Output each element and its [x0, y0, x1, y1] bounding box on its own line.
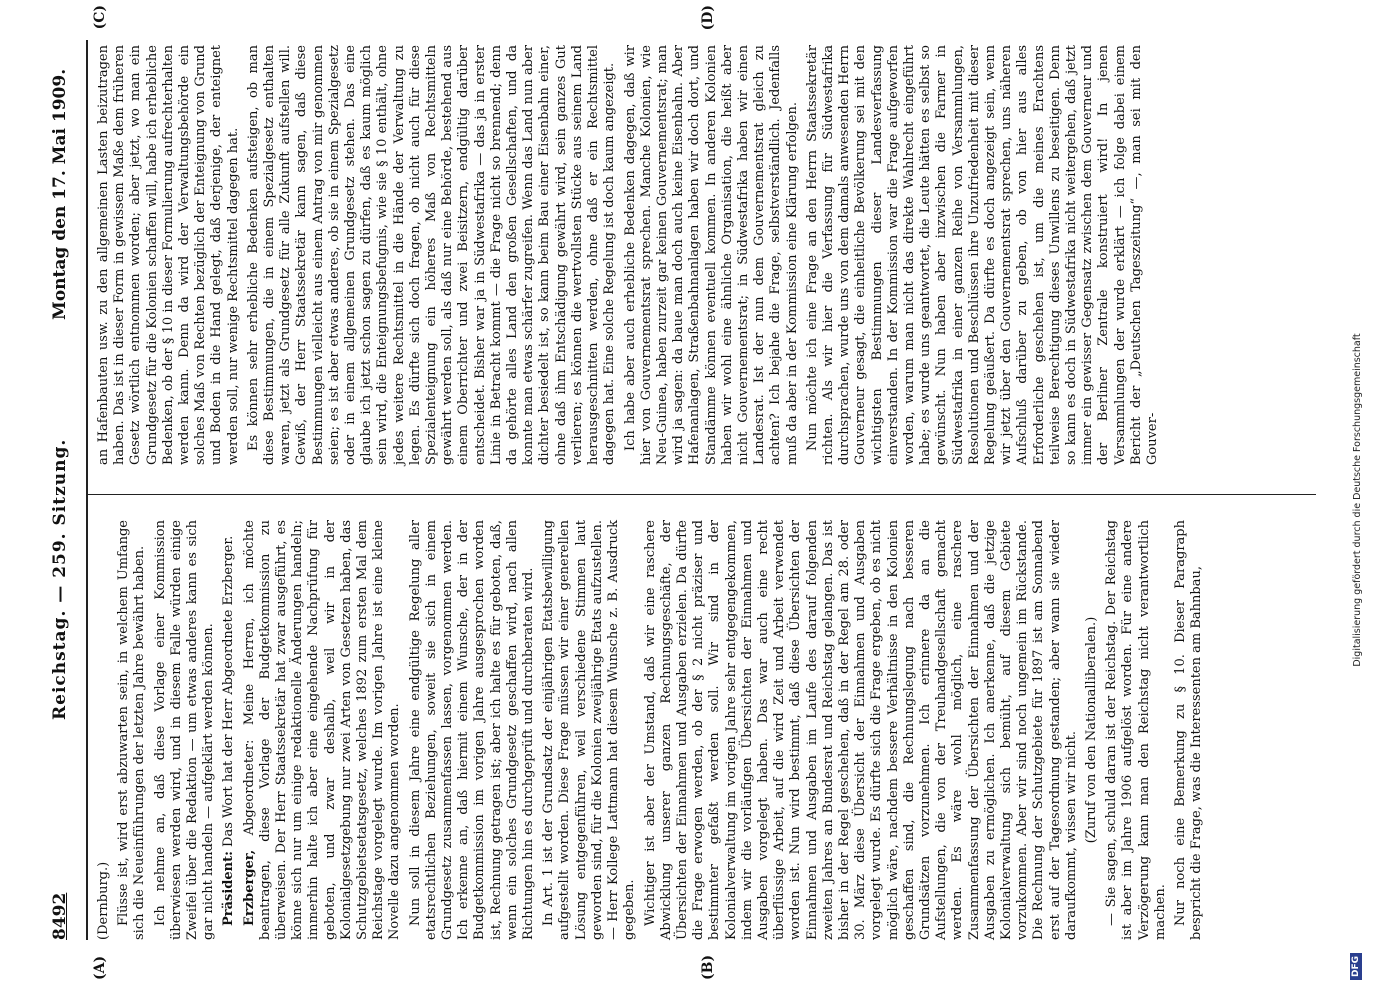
paragraph-text: (Dernburg.) [96, 861, 111, 940]
paragraph-text: Das Wort hat der Herr Abgeordnete Erzberger. [221, 535, 237, 852]
paragraph [1173, 520, 1205, 940]
paragraph [408, 520, 538, 940]
paragraph [153, 520, 218, 940]
paragraph [1104, 520, 1169, 940]
right-text-column [96, 45, 1165, 465]
margin-mark-d: (D) [700, 5, 716, 31]
page-number: 8492 [50, 892, 70, 940]
speaker-name: Präsident: [221, 851, 237, 926]
paragraph-text: Ich habe aber auch erhebliche Bedenken dagegen, daß wir hier von Gouvernementsrat sprechen. Manche Kolonien, wie Neu-Guinea, haben zurzeit gar keinen Gouvernementsrat; man wird ja sagen: da baue man doch auch keine Eisenbahn. Aber Hafenanlagen, Straßenbahnanlagen haben wir doch dort, und Standämme können eventuell kommen. In anderen Kolonien haben wir wohl eine ähnliche Organisation, die heißt aber nicht Gouvernementsrat; in Südwestafrika haben wir einen Landesrat. Ist der nun dem Gouvernementsrat gleich zu achten? Ich bejahe die Frage, selbstverständlich. Jedenfalls muß da aber in der Kommission eine Klärung erfolgen. [622, 45, 800, 465]
paragraph [623, 45, 801, 465]
left-text-column [96, 520, 1209, 940]
session-date: Montag den 17. Mai 1909. [50, 68, 70, 320]
paragraph-text: In Art. 1 ist der Grundsatz der einjährigen Etatsbewilligung aufgestellt worden. Diese Frage müssen wir einer generellen Lösung entgegenführen, weil verschiedene Stimmen laut geworden sind, für die Kolonien zweijährige Etats aufzustellen. — Herr Kollege Lattmann hat diesem Wunsche z. B. Ausdruck gegeben. [541, 520, 638, 940]
paragraph [96, 45, 242, 465]
margin-mark-b: (B) [700, 954, 716, 980]
paragraph [242, 520, 404, 940]
dfg-logo: DFG [1350, 953, 1362, 980]
paragraph-text: Nur noch eine Bemerkung zu § 10. Dieser Paragraph bespricht die Frage, was die Interessenten am Bahnbau, [1173, 520, 1205, 940]
paragraph-text: Nun soll in diesem Jahre eine endgültige Regelung aller etatsrechtlichen Beziehungen, soweit sie sich in einem Grundgesetz zusammenfassen lassen, vorgenommen werden. Ich erkenne an, daß hiermit einem Wunsche, der in der Budgetkommission im vorigen Jahre ausgesprochen worden ist, Rechnung getragen ist; aber ich halte es für geboten, daß, wenn ein solches Grundgesetz geschaffen wird, nach allen Richtungen hin es durchgeprüft und durchberaten wird. [407, 520, 537, 940]
paragraph-text: Flüsse ist, wird erst abzuwarten sein, in welchem Umfange sich die Neueinführungen der letzten Jahre bewährt haben. [116, 520, 148, 940]
page-header [40, 40, 80, 940]
paragraph-text: Ich nehme an, daß diese Vorlage einer Kommission überwiesen werden wird, und in diesem Falle würden einige Zweifel über die Redaktion — um etwas anderes kann es sich gar nicht handeln — aufgeklärt werden können. [152, 520, 217, 940]
paragraph-text: Es können sehr erhebliche Bedenken aufsteigen, ob man diese Bestimmungen, die in einem Spezialgesetz enthalten waren, jetzt als Grundgesetz für alle Zukunft aufstellen will. Gewiß, der Herr Staatssekretär kann sagen, daß diese Bestimmungen vielleicht aus einem Antrag von mir genommen seien; es ist aber etwas anderes, ob sie in einem Spezialgesetz oder in einem allgemeinen Grundgesetz stehen. Das eine glaube ich jetzt schon sagen zu dürfen, daß es kaum möglich sein wird, die Enteignungsbefugnis, wie sie § 10 enthält, ohne jedes weitere Rechtsmittel in die Hände der Verwaltung zu legen. Es dürfte sich doch fragen, ob nicht auch für diese Spezialenteignung ein höheres Maß von Rechtsmitteln gewährt werden soll, als daß nur eine Behörde, bestehend aus einem Oberrichter und zwei Beisitzern, endgültig darüber entscheidet. Bisher war ja in Südwestafrika — das ja in erster Linie in Betracht kommt — die Frage nicht so brennend; denn da gehörte alles Land den großen Gesellschaften, und da konnte man etwas schärfer zugreifen. Wenn das Land nun aber dichter besiedelt ist, so kann beim Bau einer Eisenbahn einer, ohne daß ihm Entschädigung gewährt wird, sein ganzes Gut verlieren; es können die wertvollsten Stücke aus seinem Land herausgeschnitten werden, ohne daß er ein Rechtsmittel dagegen hat. Eine solche Regelung ist doch kaum angezeigt. [245, 45, 618, 465]
margin-mark-a: (A) [92, 955, 108, 980]
paragraph-text: Wichtiger ist aber der Umstand, daß wir eine raschere Abwicklung unserer ganzen Rechnungsgeschäfte, der Übersichten der Einnahmen und Ausgaben erzielen. Da dürfte die Frage erwogen werden, ob der § 2 nicht präziser und bestimmter gefaßt werden soll. Wir sind in der Kolonialverwaltung im vorigen Jahre sehr entgegengekommen, indem wir die vorläufigen Übersichten der Einnahmen und Ausgaben vorgelegt haben. Das war auch eine recht überflüssige Arbeit, auf die wird Zeit und Arbeit verwendet worden ist. Nun wird bestimmt, daß diese Übersichten der Einnahmen und Ausgaben im Laufe des darauf folgenden zweiten Jahres an Bundesrat und Reichstag gelangen. Das ist bisher in der Regel geschehen, daß in der Regel am 28. oder 30. März diese Übersicht der Einnahmen und Ausgaben vorgelegt wurde. Es dürfte sich die Frage ergeben, ob es nicht möglich wäre, nachdem bessere Verhältnisse in den Kolonien geschaffen sind, die Rechnungslegung nach besseren Grundsätzen vorzunehmen. Ich erinnere da an die Aufstellungen, die von der Treuhandgesellschaft gemacht werden. Es wäre wohl möglich, eine raschere Zusammenfassung der Übersichten der Einnahmen und der Ausgaben zu ermöglichen. Ich anerkenne, daß die jetzige Kolonialverwaltung sich bemüht, auf diesem Gebiete vorzukommen. Aber wir sind noch ungemein im Rückstande. Die Rechnung der Schutzgebiete für 1897 ist am Sonnabend erst auf der Tagesordnung gestanden; aber wann sie wieder daraufkommt, wissen wir nicht. [642, 520, 1079, 940]
paragraph [805, 45, 1161, 465]
session-title: Reichstag. — 259. Sitzung. [50, 438, 70, 720]
speaker-name: Erzberger, [241, 849, 257, 926]
margin-mark-c: (C) [92, 5, 108, 30]
paragraph-text: Abgeordneter: Meine Herren, ich möchte beantragen, diese Vorlage der Budgetkommission zu überweisen. Der Herr Staatssekretär hat zwar ausgeführt, es könne sich nur um einige redaktionelle Änderungen handeln; immerhin halte ich aber eine eingehende Nachprüfung für geboten, und zwar deshalb, weil wir in der Kolonialgesetzgebung nur zwei Arten von Gesetzen haben, das Schutzgebietsetatsgesetz, welches 1892 zum ersten Mal dem Reichstage vorgelegt wurde. Im vorigen Jahre ist eine kleine Novelle dazu angenommen worden. [241, 520, 403, 940]
paragraph [246, 45, 619, 465]
paragraph [541, 520, 638, 940]
paragraph [96, 520, 112, 940]
paragraph-text: (Zuruf von den Nationalliberalen.) [1083, 616, 1099, 844]
paragraph [1084, 520, 1100, 940]
digitization-note: Digitalisierung gefördert durch die Deutsche Forschungsgemeinschaft [1352, 333, 1363, 667]
paragraph-text: an Hafenbauten usw. zu den allgemeinen Lasten beizutragen haben. Das ist in dieser Form in gewissem Maße dem früheren Gesetz wörtlich entnommen worden; aber jetzt, wo man ein Grundgesetz für die Kolonien schaffen will, habe ich erhebliche Bedenken, ob der § 10 in dieser Formulierung aufrechterhalten werden kann. Denn da wird der Verwaltungsbehörde ein solches Maß von Rechten bezüglich der Enteignung von Grund und Boden in die Hand gelegt, daß derjenige, der enteignet werden soll, nur wenige Rechtsmittel dagegen hat. [96, 45, 241, 465]
paragraph [116, 520, 148, 940]
column-divider [86, 494, 1316, 495]
header-rule [86, 40, 88, 940]
paragraph [643, 520, 1080, 940]
paragraph [221, 520, 237, 940]
paragraph-text: Nun möchte ich eine Frage an den Herrn Staatssekretär richten. Als wir hier die Verfassung für Südwestafrika durchsprachen, wurde uns von dem damals anwesenden Herrn Gouverneur gesagt, die einheitliche Bevölkerung sei mit den wichtigsten Bestimmungen dieser Landesverfassung einverstanden. In der Kommission war die Frage aufgeworfen worden, warum man nicht das direkte Wahlrecht eingeführt habe; es wurde uns geantwortet, die Leute hätten es selbst so gewünscht. Nun haben aber inzwischen die Farmer in Südwestafrika in einer ganzen Reihe von Versammlungen, Resolutionen und Beschlüssen ihre Unzufriedenheit mit dieser Regelung geäußert. Da dürfte es doch angezeigt sein, wenn wir jetzt über den Gouvernementsrat sprechen, uns näheren Aufschluß darüber zu geben, ob von hier aus alles Erforderliche geschehen ist, um die meines Erachtens teilweise Berechtigung dieses Unwillens zu beseitigen. Denn so kann es doch in Südwestafrika nicht weitergehen, daß jetzt immer ein gewisser Gegensatz zwischen dem Gouverneur und der Berliner Zentrale konstruiert wird! In jenen Versammlungen der wurde erklärt — ich folge dabei einem Bericht der „Deutschen Tageszeitung“ —, man sei mit den Gouver- [804, 45, 1160, 465]
paragraph-text: — Sie sagen, schuld daran ist der Reichstag. Der Reichstag ist aber im Jahre 1906 aufgelöst worden. Für eine andere Verzögerung kann man den Reichstag nicht verantwortlich machen. [1104, 520, 1168, 940]
